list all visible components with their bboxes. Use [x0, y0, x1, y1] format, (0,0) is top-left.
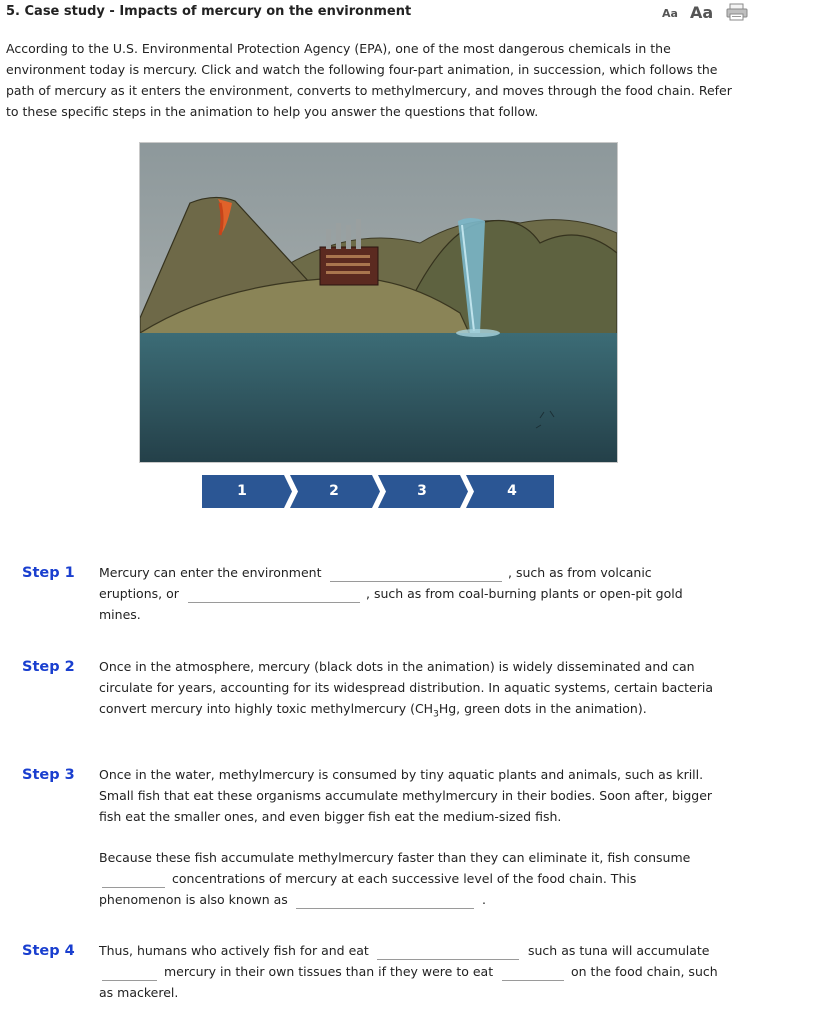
step-1-label[interactable]: 1	[237, 483, 247, 499]
step-navigator	[202, 475, 554, 508]
printer-icon[interactable]	[726, 3, 748, 21]
step-3-p2-line1: Because these fish accumulate methylmercury faster than they can eliminate it, fish consume	[99, 850, 691, 865]
step-3-p2-period: .	[482, 892, 486, 907]
step-4-heading: Step 4	[22, 943, 75, 959]
step-4-text-d: on the food chain, such	[571, 964, 718, 979]
step-4-blank-3[interactable]	[502, 980, 564, 981]
step-4-blank-1[interactable]	[377, 959, 519, 960]
font-size-large-button[interactable]: Aa	[690, 3, 714, 22]
step-3-label[interactable]: 3	[417, 483, 427, 499]
step-1-text-c: eruptions, or	[99, 586, 179, 601]
step-1-text-a: Mercury can enter the environment	[99, 565, 322, 580]
step-4-text-c: mercury in their own tissues than if they were to eat	[164, 964, 494, 979]
page-title: 5. Case study - Impacts of mercury on the environment	[6, 4, 412, 19]
step-4-blank-2[interactable]	[102, 980, 157, 981]
step-4-text-a: Thus, humans who actively fish for and eat	[99, 943, 369, 958]
step-2-text: Once in the atmosphere, mercury (black dots in the animation) is widely disseminated and can circulate for years, accounting for its widespread distribution. In aquatic systems, certain bacteria convert mercury into highly toxic methylmercury ($CH_3Hg$, green dots in the animation).	[99, 659, 713, 720]
font-size-small-button[interactable]: Aa	[662, 7, 678, 20]
step-4-label[interactable]: 4	[507, 483, 517, 499]
step-3-blank-2[interactable]	[296, 908, 474, 909]
intro-paragraph: According to the U.S. Environmental Protection Agency (EPA), one of the most dangerous chemicals in the environment today is mercury. Click and watch the following four-part animation, in succession, which follows the path of mercury as it enters the environment, converts to methylmercury, and moves through the food chain. Refer to these specific steps in the animation to help you answer the questions that follow.	[6, 41, 732, 119]
step-2-heading: Step 2	[22, 659, 75, 675]
mercury-animation-scene[interactable]	[139, 142, 618, 463]
step-3-p2-line2: concentrations of mercury at each successive level of the food chain. This	[172, 871, 637, 886]
step-2-label[interactable]: 2	[329, 483, 339, 499]
step-1-heading: Step 1	[22, 565, 75, 581]
step-3-blank-1[interactable]	[102, 887, 165, 888]
step-1-blank-1[interactable]	[330, 581, 502, 582]
step-3-p2-line3: phenomenon is also known as	[99, 892, 288, 907]
step-4-text-e: as mackerel.	[99, 985, 179, 1000]
step-1-text-d: , such as from coal-burning plants or open-pit gold	[366, 586, 683, 601]
step-1-text-e: mines.	[99, 607, 141, 622]
step-3-heading: Step 3	[22, 767, 75, 783]
step-1-text-b: , such as from volcanic	[508, 565, 652, 580]
step-3-text: Once in the water, methylmercury is consumed by tiny aquatic plants and animals, such as krill. Small fish that eat these organisms accumulate methylmercury in their bodies. Soon after, bigger fish eat the smaller ones, and even bigger fish eat the medium-sized fish.	[99, 767, 713, 824]
step-4-text-b: such as tuna will accumulate	[528, 943, 710, 958]
step-1-blank-2[interactable]	[188, 602, 360, 603]
